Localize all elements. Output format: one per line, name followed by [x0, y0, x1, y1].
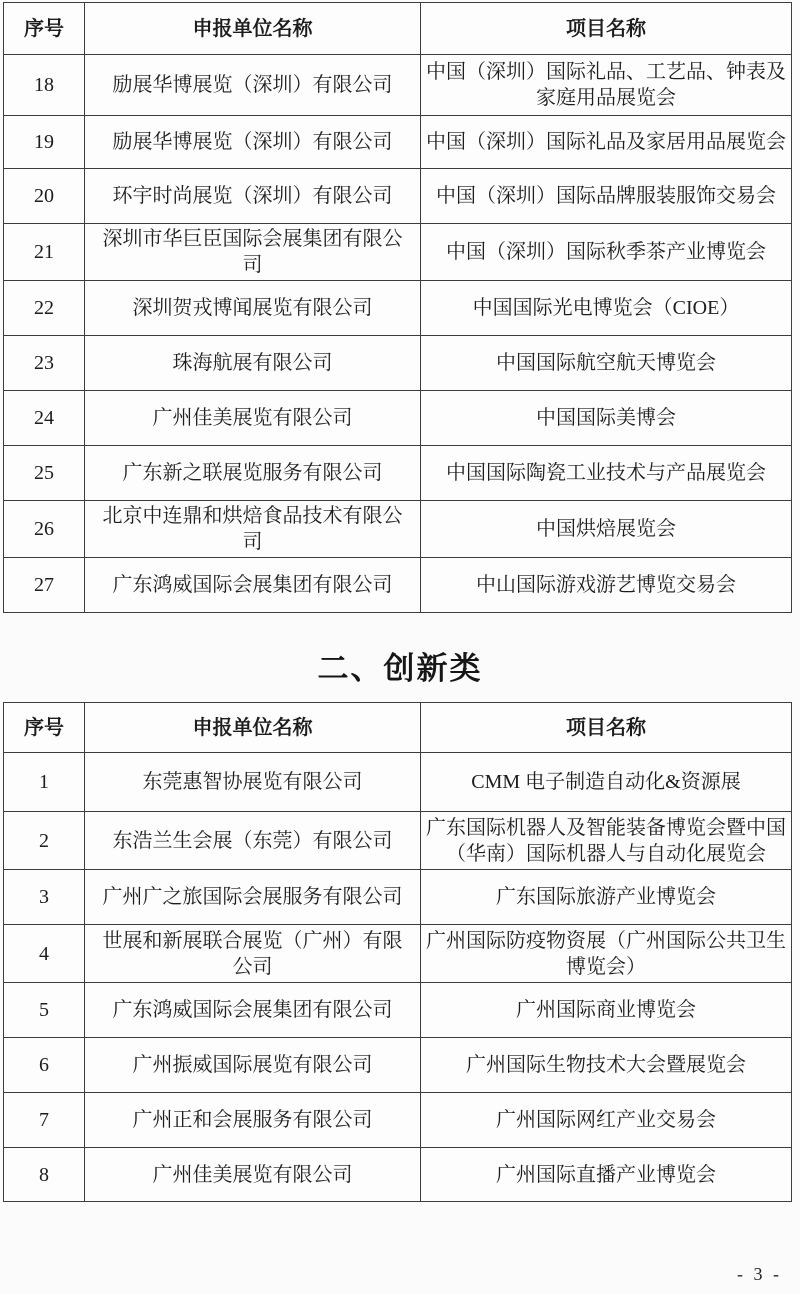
table-row	[4, 925, 792, 983]
col-header-project: 项目名称	[421, 3, 792, 55]
cell-index: 26	[4, 501, 85, 558]
cell-index: 22	[4, 281, 85, 336]
table-row	[4, 116, 792, 169]
cell-index: 23	[4, 336, 85, 391]
cell-index: 5	[4, 983, 85, 1038]
cell-project: 中国（深圳）国际礼品及家居用品展览会	[421, 116, 792, 169]
cell-company: 环宇时尚展览（深圳）有限公司	[85, 169, 421, 224]
cell-company: 东浩兰生会展（东莞）有限公司	[85, 812, 421, 870]
table-row	[4, 446, 792, 501]
cell-company: 世展和新展联合展览（广州）有限公司	[85, 925, 421, 983]
table-row	[4, 983, 792, 1038]
cell-company: 广州广之旅国际会展服务有限公司	[85, 870, 421, 925]
cell-project: 中国国际光电博览会（CIOE）	[421, 281, 792, 336]
col-header-index: 序号	[4, 703, 85, 753]
cell-company: 广州佳美展览有限公司	[85, 1148, 421, 1202]
table-row	[4, 336, 792, 391]
cell-index: 3	[4, 870, 85, 925]
cell-company: 深圳贺戎博闻展览有限公司	[85, 281, 421, 336]
cell-project: 广东国际旅游产业博览会	[421, 870, 792, 925]
cell-index: 25	[4, 446, 85, 501]
cell-project: 广州国际网红产业交易会	[421, 1093, 792, 1148]
cell-index: 2	[4, 812, 85, 870]
page-number: - 3 -	[737, 1264, 782, 1284]
cell-project: 中国（深圳）国际礼品、工艺品、钟表及家庭用品展览会	[421, 55, 792, 116]
cell-project: 中国国际美博会	[421, 391, 792, 446]
cell-project: 中国（深圳）国际品牌服装服饰交易会	[421, 169, 792, 224]
table-row	[4, 870, 792, 925]
cell-index: 4	[4, 925, 85, 983]
cell-project: CMM 电子制造自动化&资源展	[421, 753, 792, 812]
cell-company: 广州振威国际展览有限公司	[85, 1038, 421, 1093]
cell-project: 中国烘焙展览会	[421, 501, 792, 558]
cell-project: 广州国际商业博览会	[421, 983, 792, 1038]
cell-project: 广州国际直播产业博览会	[421, 1148, 792, 1202]
table-row	[4, 558, 792, 613]
table-row	[4, 753, 792, 812]
cell-index: 21	[4, 224, 85, 281]
cell-index: 1	[4, 753, 85, 812]
cell-company: 广州正和会展服务有限公司	[85, 1093, 421, 1148]
cell-project: 中国国际陶瓷工业技术与产品展览会	[421, 446, 792, 501]
table-row	[4, 169, 792, 224]
cell-project: 广州国际防疫物资展（广州国际公共卫生博览会）	[421, 925, 792, 983]
table-row	[4, 1093, 792, 1148]
cell-index: 19	[4, 116, 85, 169]
cell-company: 深圳市华巨臣国际会展集团有限公司	[85, 224, 421, 281]
table-row	[4, 812, 792, 870]
table-header-row	[4, 3, 792, 55]
innovation-projects-table	[3, 702, 792, 1202]
cell-project: 广州国际生物技术大会暨展览会	[421, 1038, 792, 1093]
table-row	[4, 55, 792, 116]
table-row	[4, 391, 792, 446]
cell-company: 广东新之联展览服务有限公司	[85, 446, 421, 501]
col-header-project: 项目名称	[421, 703, 792, 753]
cell-company: 北京中连鼎和烘焙食品技术有限公司	[85, 501, 421, 558]
cell-project: 中国（深圳）国际秋季茶产业博览会	[421, 224, 792, 281]
table-row	[4, 1148, 792, 1202]
table-row	[4, 1038, 792, 1093]
cell-company: 广东鸿威国际会展集团有限公司	[85, 558, 421, 613]
cell-company: 珠海航展有限公司	[85, 336, 421, 391]
cell-project: 中国国际航空航天博览会	[421, 336, 792, 391]
cell-project: 广东国际机器人及智能装备博览会暨中国（华南）国际机器人与自动化展览会	[421, 812, 792, 870]
table-row	[4, 281, 792, 336]
cell-index: 24	[4, 391, 85, 446]
cell-project: 中山国际游戏游艺博览交易会	[421, 558, 792, 613]
cell-index: 7	[4, 1093, 85, 1148]
table-row	[4, 501, 792, 558]
col-header-company: 申报单位名称	[85, 3, 421, 55]
cell-company: 广东鸿威国际会展集团有限公司	[85, 983, 421, 1038]
cell-index: 27	[4, 558, 85, 613]
table-row	[4, 224, 792, 281]
cell-company: 励展华博展览（深圳）有限公司	[85, 116, 421, 169]
table-header-row	[4, 703, 792, 753]
cell-index: 20	[4, 169, 85, 224]
cell-index: 8	[4, 1148, 85, 1202]
projects-table-continued	[3, 2, 792, 613]
cell-index: 6	[4, 1038, 85, 1093]
col-header-company: 申报单位名称	[85, 703, 421, 753]
cell-company: 励展华博展览（深圳）有限公司	[85, 55, 421, 116]
col-header-index: 序号	[4, 3, 85, 55]
cell-company: 广州佳美展览有限公司	[85, 391, 421, 446]
section-title: 二、创新类	[317, 651, 483, 686]
cell-company: 东莞惠智协展览有限公司	[85, 753, 421, 812]
cell-index: 18	[4, 55, 85, 116]
